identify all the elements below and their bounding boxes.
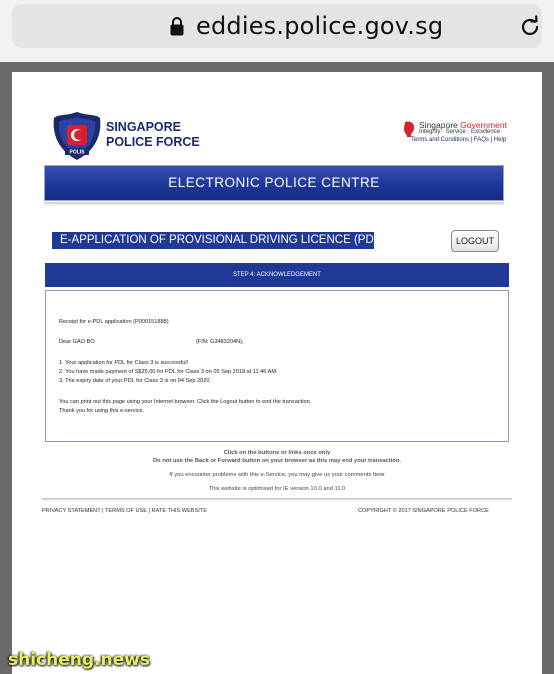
step-indicator: STEP 4: ACKNOWLEDGEMENT [45, 263, 509, 287]
rate-link[interactable]: RATE THIS WEBSITE [151, 508, 207, 514]
receipt-item-2: 2. You have made payment of S$25.00 for PDL for Class 3 on 05 Sep 2018 at 11:46 AM. [59, 369, 278, 375]
privacy-link[interactable]: PRIVACY STATEMENT [42, 508, 101, 514]
notice-click-once: Click on the buttons or links once only [223, 450, 331, 456]
sg-lion-logo [402, 120, 416, 138]
receipt-fin: (FIN: G3483204N), [196, 339, 244, 345]
notice-optimised: This website is optimised for IE version 10.0 and 11.0 [208, 486, 346, 492]
receipt-thanks: Thank you for using this e-service. [59, 408, 145, 414]
reload-icon[interactable] [518, 15, 542, 39]
browser-toolbar [0, 0, 554, 62]
sg-help-links[interactable]: Terms and Conditions | FAQs | Help [411, 137, 507, 143]
comments-link[interactable]: here [373, 472, 385, 478]
notice-problems: If you encounter problems with this e-Service, you may give us your comments here [169, 472, 385, 478]
logout-button[interactable]: LOGOUT [451, 230, 499, 252]
receipt-salutation: Dear GAO BO [59, 339, 95, 345]
lock-icon [170, 16, 184, 36]
spf-wordmark: SINGAPORE POLICE FORCE [106, 120, 200, 149]
spf-badge-text: POLIS [69, 149, 85, 156]
receipt-panel [45, 290, 509, 442]
epc-banner [44, 165, 504, 201]
sg-government-title[interactable]: Singapore Government [419, 120, 507, 130]
web-page [12, 72, 542, 674]
receipt-item-1: 1. Your application for PDL for Class 3 is successful! [59, 360, 189, 366]
watermark-text: shicheng.news [8, 650, 150, 670]
banner-divider [44, 202, 504, 206]
notice-no-back: Do not use the Back or Forward button on your browser as this may end your transaction. [152, 458, 401, 464]
terms-link[interactable]: TERMS OF USE [105, 508, 147, 514]
epc-banner-title: ELECTRONIC POLICE CENTRE [168, 175, 380, 190]
footer-divider [42, 498, 512, 501]
receipt-print-note: You can print out this page using your Internet browser. Click the Logout button to end the transaction. [59, 399, 312, 405]
url-text[interactable]: eddies.police.gov.sg [196, 12, 444, 40]
receipt-heading: Receipt for e-PDL application (P000151888) [59, 319, 169, 325]
receipt-item-3: 3. The expiry date of your PDL for Class 3 is on 04 Sep 2020. [59, 378, 212, 384]
address-bar[interactable] [12, 4, 542, 48]
spf-crest-logo[interactable] [50, 110, 104, 162]
footer-links: PRIVACY STATEMENT | TERMS OF USE | RATE THIS WEBSITE [42, 508, 207, 514]
footer-copyright: COPYRIGHT © 2017 SINGAPORE POLICE FORCE [358, 508, 489, 514]
sg-tagline: Integrity · Service · Excellence [419, 129, 501, 135]
page-title: E-APPLICATION OF PROVISIONAL DRIVING LICENCE (PDL) [52, 232, 374, 249]
